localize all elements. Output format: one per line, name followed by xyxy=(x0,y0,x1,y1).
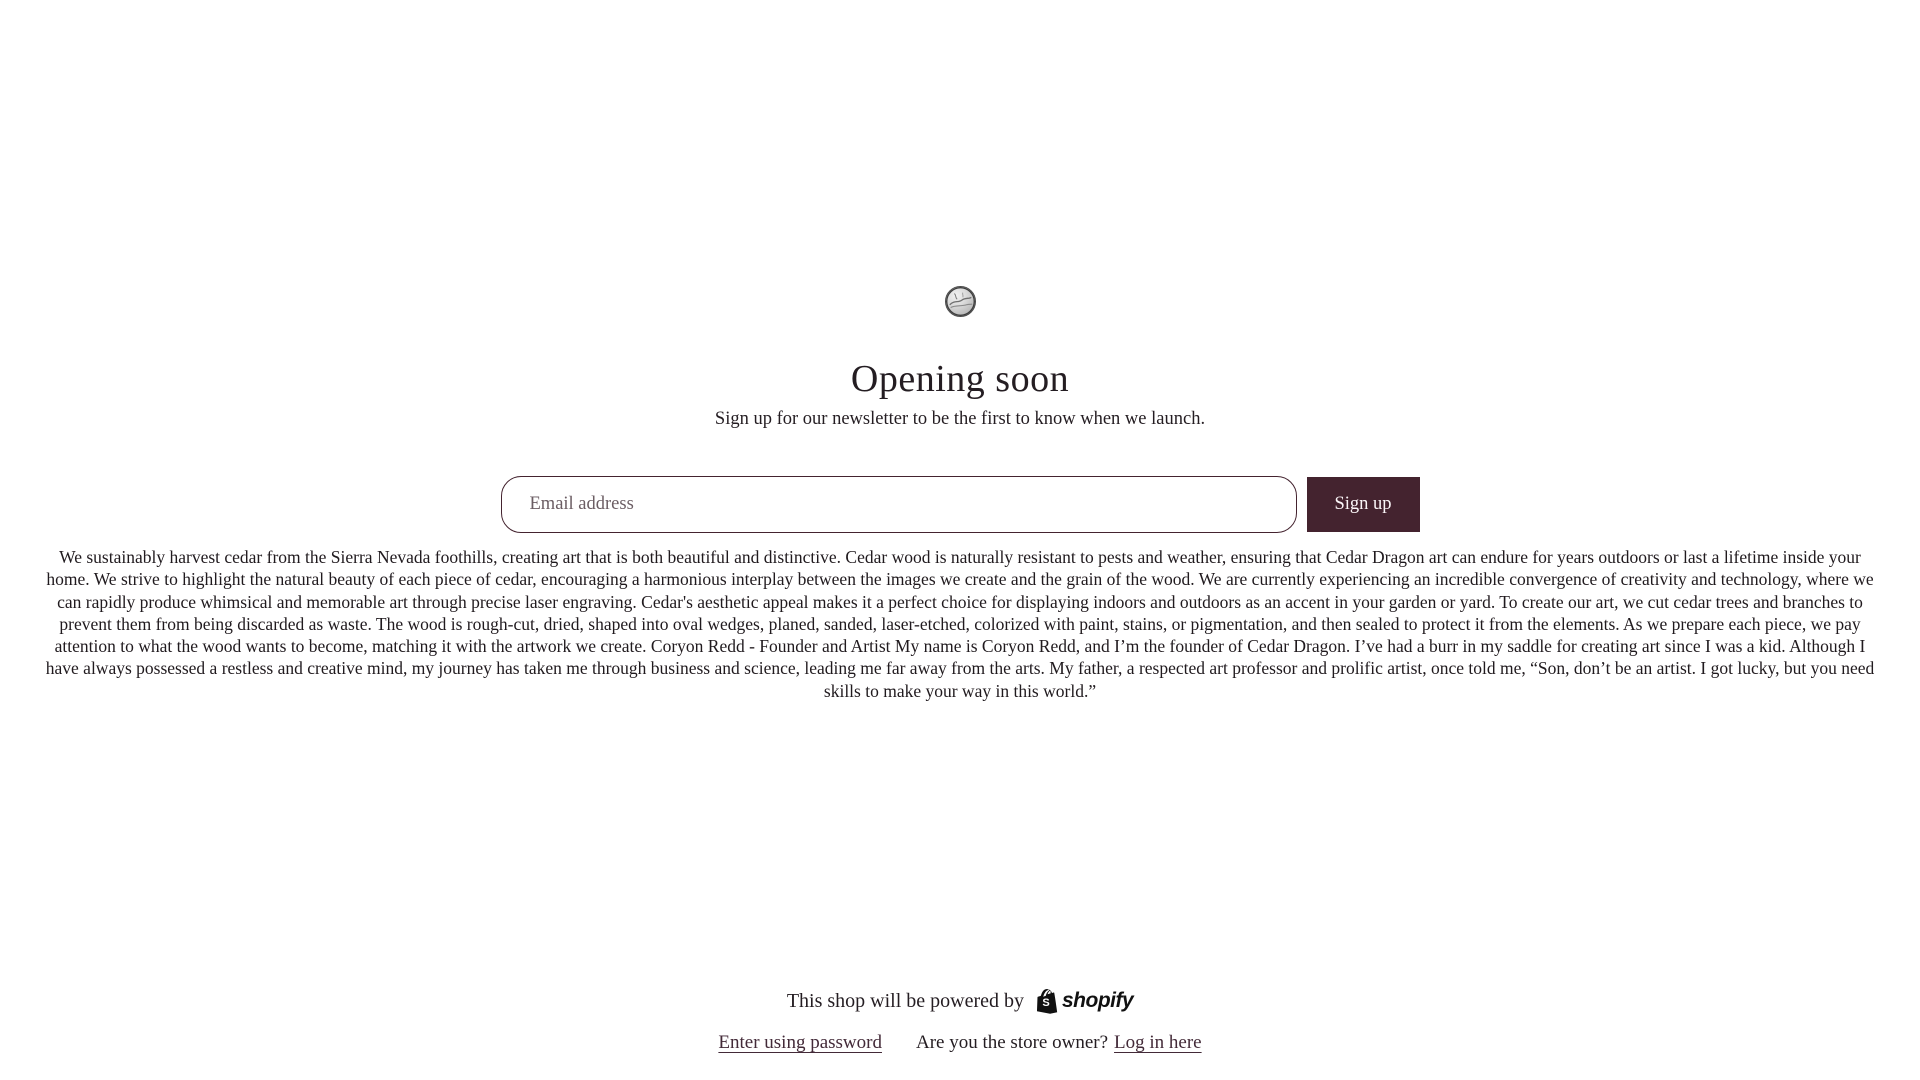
login-here-link[interactable]: Log in here xyxy=(1114,1032,1202,1053)
footer-links-row xyxy=(718,1032,1201,1054)
powered-by-text: This shop will be powered by xyxy=(786,989,1024,1012)
newsletter-form xyxy=(501,476,1420,533)
email-input[interactable] xyxy=(501,476,1297,533)
newsletter-subtitle: Sign up for our newsletter to be the first to know when we launch. xyxy=(714,409,1206,430)
shopify-logo-link[interactable] xyxy=(1036,988,1133,1014)
about-store-text: We sustainably harvest cedar from the Sierra Nevada foothills, creating art that is both beautiful and distinctive. Cedar wood is naturally resistant to pests and weather, ensuring that Cedar Dragon art can endure for years outdoors or last a lifetime inside your home. We strive to highlight the natural beauty of each piece of cedar, encouraging a harmonious interplay between the images we create and the grain of the wood. We are currently experiencing an incredible convergence of creativity and technology, where we can rapidly produce whimsical and memorable art through precise laser engraving. Cedar's aesthetic appeal makes it a perfect choice for displaying indoors and outdoors as an accent in your garden or yard. To create our art, we cut cedar trees and branches to prevent them from being discarded as waste. The wood is rough-cut, dried, shaped into oval wedges, planed, sanded, laser-etched, colorized with paint, stains, or pigmentation, and then sealed to protect it from the elements. As we prepare each piece, we pay attention to what the wood wants to become, matching it with the artwork we create. Coryon Redd - Founder and Artist My name is Coryon Redd, and I’m the founder of Cedar Dragon. I’ve had a burr in my saddle for creating art since I was a kid. Although I have always possessed a restless and creative mind, my journey has taken me through business and science, leading me far away from the arts. My father, a respected art professor and prolific artist, once told me, “Son, don’t be an artist. I got lucky, but you need skills to make your way in this world.” xyxy=(45,547,1875,701)
page-title: Opening soon xyxy=(850,358,1070,401)
owner-question-text: Are you the store owner? xyxy=(915,1032,1109,1053)
shopify-icon-letter: S xyxy=(1042,997,1050,1009)
signup-button[interactable]: Sign up xyxy=(1307,477,1420,532)
store-logo xyxy=(945,286,976,317)
store-logo-image xyxy=(945,286,976,317)
password-page-footer xyxy=(0,988,1920,1080)
shopify-wordmark: shopify xyxy=(1062,989,1134,1012)
enter-using-password-link[interactable]: Enter using password xyxy=(718,1032,882,1053)
shopify-bag-icon xyxy=(1036,988,1058,1014)
store-owner-question xyxy=(916,1032,1202,1054)
engraved-artwork-icon xyxy=(946,286,975,317)
powered-by-row xyxy=(787,988,1133,1014)
